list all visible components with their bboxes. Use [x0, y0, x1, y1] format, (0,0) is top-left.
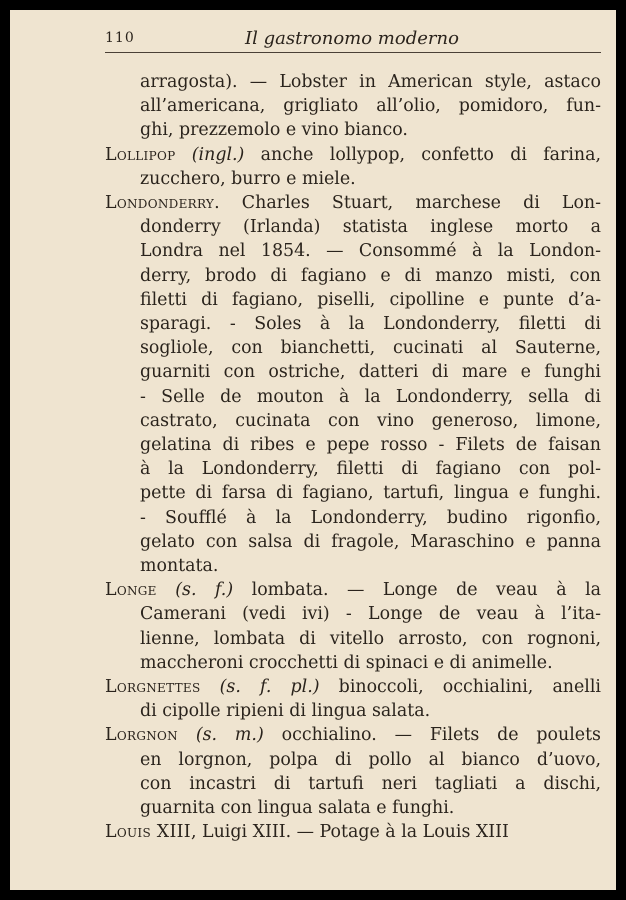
- entry-arragosta: [105, 70, 601, 143]
- entry-londonderry: [105, 191, 601, 578]
- entry-text: binoccoli, occhialini, anelli: [319, 677, 601, 698]
- entry-line: di cipolle ripieni di lingua salata.: [140, 701, 431, 722]
- headword: Londonderry: [105, 193, 215, 214]
- grammar-label: (s. m.): [195, 725, 264, 746]
- entry-line: castrato, cucinata con vino generoso, limone,: [140, 410, 601, 431]
- entry-line: en lorgnon, polpa di pollo al bianco d’uovo,: [140, 749, 601, 770]
- entry-line: arragosta). — Lobster in American style, astaco: [140, 72, 601, 92]
- entry-text: . Charles Stuart, marchese di Lon-: [214, 193, 601, 214]
- entry-line: ghi, prezzemolo e vino bianco.: [140, 120, 408, 141]
- entry-lollipop: [105, 143, 601, 191]
- entry-text: lombata. — Longe de veau à la: [233, 580, 601, 601]
- entry-line: all’americana, grigliato all’olio, pomidoro, fun-: [140, 96, 601, 117]
- entry-line: donderry (Irlanda) statista inglese morto a: [140, 217, 601, 238]
- entry-first-line: [105, 675, 601, 699]
- entry-line: filetti di fagiano, piselli, cipolline e punte d’a-: [140, 289, 601, 310]
- entry-text: anche lollypop, confetto di farina,: [244, 144, 601, 165]
- headword: Lorgnettes: [105, 677, 201, 698]
- entry-first-line: [105, 143, 601, 167]
- grammar-label: (s. f.): [175, 580, 234, 601]
- headword: Louis XIII: [105, 822, 191, 843]
- entry-text: occhialino. — Filets de poulets: [263, 725, 601, 746]
- entry-line: guarnita con lingua salata e funghi.: [140, 798, 455, 819]
- book-page: [10, 10, 616, 890]
- entry-first-line: [105, 723, 601, 747]
- entry-line: Londra nel 1854. — Consommé à la London-: [140, 241, 601, 262]
- grammar-label: (s. f. pl.): [219, 677, 320, 698]
- entry-line: Camerani (vedi ivi) - Longe de veau à l’ita-: [140, 604, 601, 625]
- entry-line: - Selle de mouton à la Londonderry, sella di: [140, 386, 601, 407]
- dictionary-body: [105, 70, 601, 845]
- headword: Longe: [105, 580, 157, 601]
- entry-line: - Soufflé à la Londonderry, budino rigonfio,: [140, 507, 601, 528]
- entry-louis: [105, 820, 601, 844]
- entry-line: à la Londonderry, filetti di fagiano con pol-: [140, 459, 601, 480]
- entry-text: , Luigi XIII. — Potage à la Louis XIII: [190, 822, 509, 843]
- entry-line: derry, brodo di fagiano e di manzo misti, con: [140, 265, 601, 286]
- entry-line: pette di farsa di fagiano, tartufi, lingua e funghi.: [140, 483, 601, 504]
- page-header: [105, 20, 601, 53]
- entry-line: gelatina di ribes e pepe rosso - Filets de faisan: [140, 435, 601, 456]
- entry-lorgnon: [105, 723, 601, 820]
- running-title: Il gastronomo moderno: [245, 28, 459, 49]
- entry-line: zucchero, burro e miele.: [140, 168, 356, 189]
- entry-first-line: [105, 578, 601, 602]
- entry-line: sogliole, con bianchetti, cucinati al Sauterne,: [140, 338, 601, 359]
- entry-line: con incastri di tartufi neri tagliati a dischi,: [140, 773, 601, 794]
- headword: Lorgnon: [105, 725, 178, 746]
- page-number: 110: [105, 30, 135, 46]
- entry-line: sparagi. - Soles à la Londonderry, filetti di: [140, 314, 601, 335]
- entry-lorgnettes: [105, 675, 601, 723]
- entry-line: montata.: [140, 556, 219, 577]
- entry-line: lienne, lombata di vitello arrosto, con rognoni,: [140, 628, 601, 649]
- entry-first-line: [105, 191, 601, 215]
- headword: Lollipop: [105, 144, 176, 165]
- entry-line: guarniti con ostriche, datteri di mare e funghi: [140, 362, 601, 383]
- grammar-label: (ingl.): [191, 144, 245, 165]
- entry-first-line: [105, 820, 601, 844]
- entry-longe: [105, 578, 601, 675]
- entry-line: maccheroni crocchetti di spinaci e di animelle.: [140, 652, 553, 673]
- entry-line: gelato con salsa di fragole, Maraschino e panna: [140, 531, 601, 552]
